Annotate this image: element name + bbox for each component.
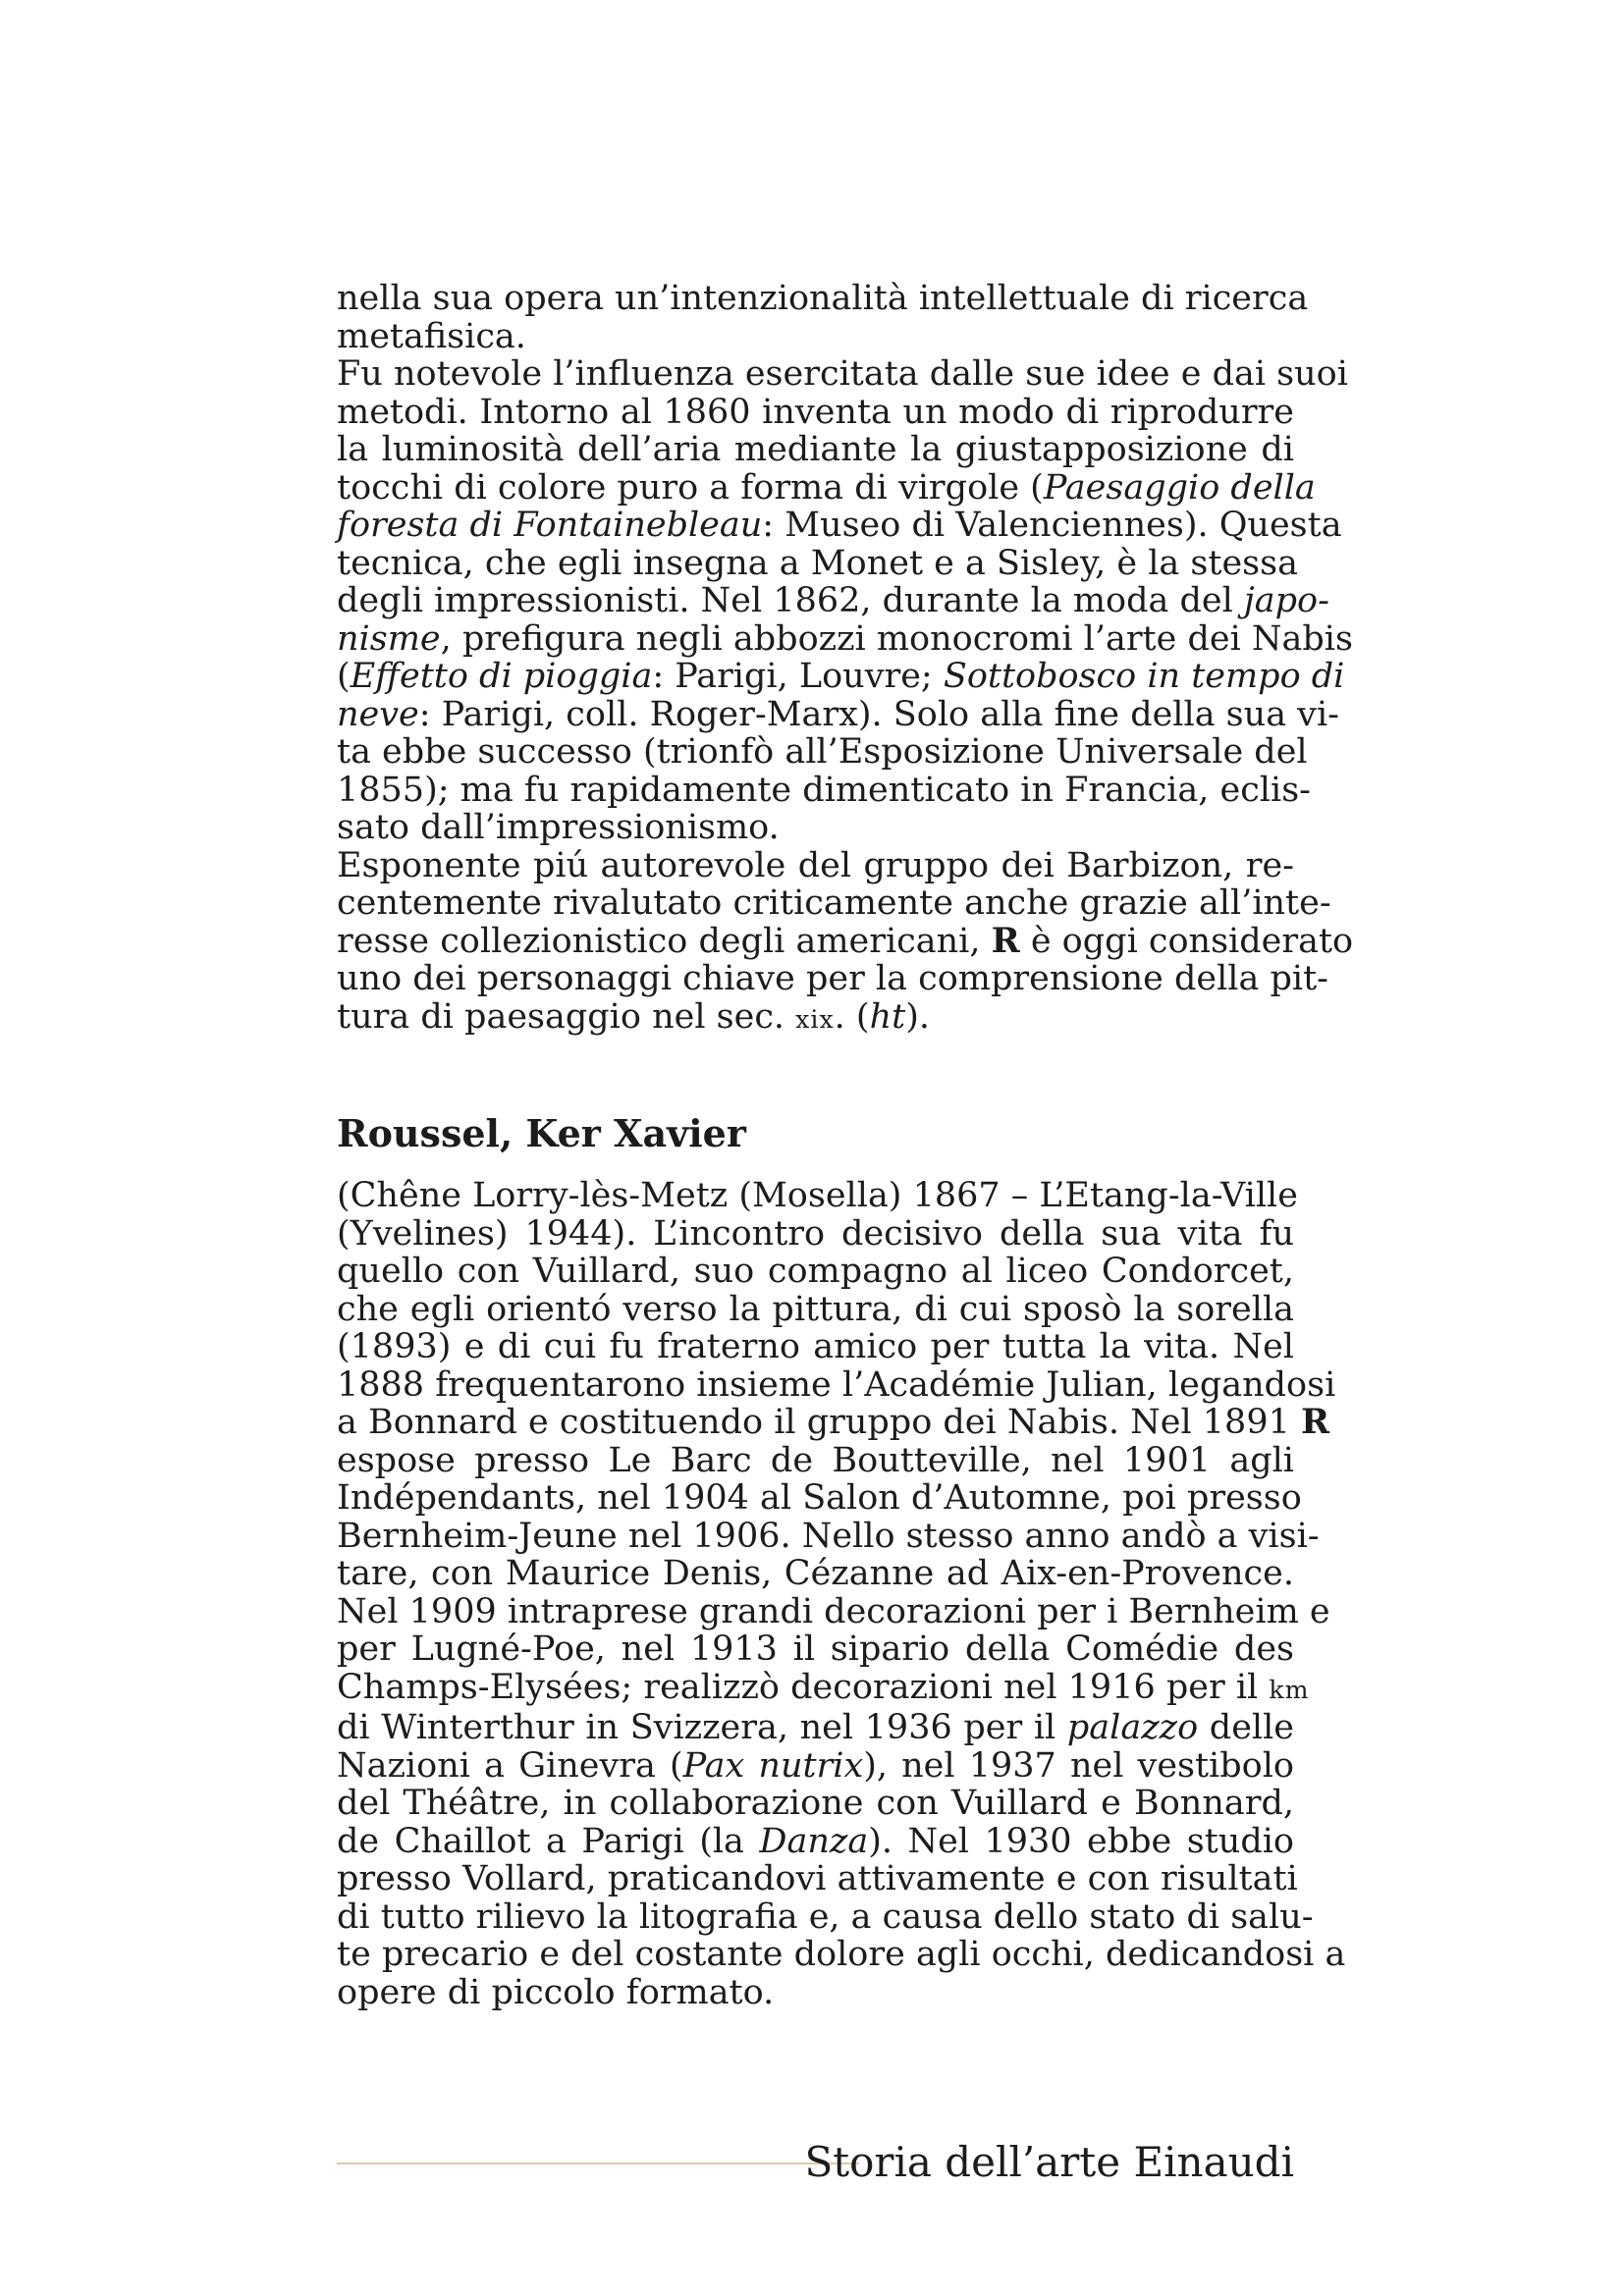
text-run: metodi. Intorno al 1860 inventa un modo di riprodurre xyxy=(337,392,1294,432)
text-line xyxy=(337,809,1294,847)
text-line xyxy=(337,1630,1294,1669)
text-line xyxy=(337,1328,1294,1366)
text-run: per Lugné-Poe, nel 1913 il sipario della Comédie des xyxy=(337,1629,1294,1669)
text-line xyxy=(337,1402,1330,1442)
text-run: Indépendants, nel 1904 al Salon d’Automne, poi presso xyxy=(337,1478,1302,1518)
text-run: tocchi di colore puro a forma di virgole ( xyxy=(337,467,1044,507)
text-run: de Chaillot a Parigi (la xyxy=(337,1821,760,1861)
text-line xyxy=(337,732,1308,772)
italic-text: Danza xyxy=(759,1821,869,1861)
text-run: : Parigi, Louvre; xyxy=(652,657,944,696)
text-line xyxy=(337,1442,1294,1480)
text-line xyxy=(337,770,1311,810)
text-line xyxy=(337,657,1345,696)
text-run: 1888 frequentarono insieme l’Académie Julian, legandosi xyxy=(337,1364,1336,1405)
text-run: Nel 1909 intraprese grandi decorazioni per i Bernheim e xyxy=(337,1591,1330,1631)
text-line xyxy=(337,1823,1294,1861)
text-run: degli impressionisti. Nel 1862, durante la moda del xyxy=(337,581,1244,620)
text-run: è oggi considerato xyxy=(1019,921,1354,961)
text-line xyxy=(337,1591,1330,1631)
footer-rule xyxy=(337,2163,859,2164)
italic-text: Paesaggio della xyxy=(1043,467,1316,507)
entry-heading: Roussel, Ker Xavier xyxy=(337,1111,746,1155)
text-run: . ( xyxy=(834,996,870,1037)
italic-text: ht xyxy=(869,996,906,1037)
text-line xyxy=(337,1253,1294,1291)
text-line xyxy=(337,543,1298,583)
text-run: presso Vollard, praticandovi attivamente e con risultati xyxy=(337,1859,1298,1898)
entry-body-text xyxy=(337,1176,1346,2012)
text-line xyxy=(337,1935,1346,1974)
text-line xyxy=(337,1667,1310,1710)
text-run: ta ebbe successo (trionfò all’Esposizione Universale del xyxy=(337,732,1308,772)
text-line xyxy=(337,354,1348,394)
text-line xyxy=(337,318,1294,356)
text-run: ). xyxy=(905,996,930,1037)
italic-text: Pax nutrix xyxy=(682,1745,864,1786)
text-run: ), nel 1937 nel vestibolo xyxy=(863,1745,1294,1786)
text-line xyxy=(337,1364,1336,1405)
text-run: 1855); ma fu rapidamente dimenticato in Francia, eclis- xyxy=(337,770,1311,810)
text-line xyxy=(337,394,1294,432)
text-line xyxy=(337,279,1309,318)
paragraph xyxy=(337,1176,1346,2012)
text-run: a Bonnard e costituendo il gruppo dei Nabis. Nel 1891 xyxy=(337,1403,1301,1442)
paragraph xyxy=(337,279,1309,356)
text-run: nella sua opera un’intenzionalità intellettuale di ricerca xyxy=(337,279,1309,318)
text-run: Bernheim-Jeune nel 1906. Nello stesso anno andò a visi- xyxy=(337,1516,1320,1556)
text-line xyxy=(337,1785,1294,1823)
footer-title: Storia dell’arte Einaudi xyxy=(804,2138,1294,2186)
text-run: ). Nel 1930 ebbe studio xyxy=(868,1821,1294,1861)
text-run: Esponente piú autorevole del gruppo dei Barbizon, re- xyxy=(337,845,1294,885)
text-line xyxy=(337,959,1328,998)
text-line xyxy=(337,581,1329,620)
previous-entry-text xyxy=(337,279,1354,1039)
italic-text: Effetto di pioggia xyxy=(350,657,653,696)
text-run: (Chêne Lorry-lès-Metz (Mosella) 1867 – L’Etang-la-Ville xyxy=(337,1176,1298,1215)
italic-text: japo- xyxy=(1243,581,1329,620)
text-run: Nazioni a Ginevra ( xyxy=(337,1745,683,1786)
text-run: Fu notevole l’influenza esercitata dalle sue idee e dai suoi xyxy=(337,354,1348,394)
text-line xyxy=(337,1709,1294,1747)
text-line xyxy=(337,883,1331,923)
text-run: tecnica, che egli insegna a Monet e a Sisley, è la stessa xyxy=(337,543,1298,583)
text-line xyxy=(337,1176,1298,1215)
text-run: quello con Vuillard, suo compagno al liceo Condorcet, xyxy=(337,1252,1294,1291)
italic-text: palazzo xyxy=(1066,1708,1199,1747)
text-run: delle xyxy=(1198,1708,1295,1747)
paragraph xyxy=(337,845,1354,1040)
small-caps-text: km xyxy=(1269,1675,1310,1704)
text-run: (Yvelines) 1944). L’incontro decisivo della sua vita fu xyxy=(337,1213,1294,1254)
text-run: espose presso Le Barc de Boutteville, nel 1901 agli xyxy=(337,1440,1294,1480)
italic-text: Sottobosco in tempo di xyxy=(943,657,1345,696)
text-run: la luminosità dell’aria mediante la giustapposizione di xyxy=(337,430,1294,469)
italic-text: foresta di Fontainebleau xyxy=(337,506,763,545)
text-line xyxy=(337,618,1353,659)
text-run: resse collezionistico degli americani, xyxy=(337,921,992,961)
text-run: : Museo di Valenciennes). Questa xyxy=(762,506,1342,545)
text-run: , prefigura negli abbozzi monocromi l’arte dei Nabis xyxy=(440,618,1353,659)
text-line xyxy=(337,1516,1320,1556)
text-line xyxy=(337,1478,1302,1518)
text-run: : Parigi, coll. Roger-Marx). Solo alla fine della sua vi- xyxy=(418,694,1339,734)
paragraph xyxy=(337,354,1353,847)
text-line xyxy=(337,998,1294,1040)
text-line xyxy=(337,847,1294,885)
text-run: tura di paesaggio nel sec. xyxy=(337,996,796,1037)
text-line xyxy=(337,1747,1294,1786)
text-line xyxy=(337,1215,1294,1254)
text-line xyxy=(337,506,1342,545)
text-line xyxy=(337,467,1316,507)
small-caps-text: xix xyxy=(795,1004,835,1034)
text-run: uno dei personaggi chiave per la comprensione della pit- xyxy=(337,959,1328,998)
text-run: del Théâtre, in collaborazione con Vuillard e Bonnard, xyxy=(337,1784,1294,1823)
text-line xyxy=(337,694,1339,734)
text-run: (1893) e di cui fu fraterno amico per tutta la vita. Nel xyxy=(337,1327,1294,1366)
text-line xyxy=(337,431,1294,469)
text-run: tare, con Maurice Denis, Cézanne ad Aix-en-Provence. xyxy=(337,1554,1294,1593)
text-run: Champs-Elysées; realizzò decorazioni nel 1916 per il xyxy=(337,1667,1270,1707)
text-line xyxy=(337,1555,1294,1593)
text-line xyxy=(337,920,1354,961)
italic-text: nisme xyxy=(337,618,441,659)
text-run: centemente rivalutato criticamente anche grazie all’inte- xyxy=(337,883,1331,923)
text-run: te precario e del costante dolore agli occhi, dedicandosi a xyxy=(337,1935,1346,1974)
text-line xyxy=(337,1291,1294,1329)
text-line xyxy=(337,1896,1314,1937)
text-run: sato dall’impressionismo. xyxy=(337,808,780,847)
text-run: di Winterthur in Svizzera, nel 1936 per il xyxy=(337,1708,1067,1747)
bold-abbreviation: R xyxy=(1300,1402,1330,1442)
text-run: ( xyxy=(337,657,351,696)
text-line xyxy=(337,1974,1294,2012)
text-run: metafisica. xyxy=(337,316,526,356)
bold-abbreviation: R xyxy=(991,920,1020,961)
text-run: opere di piccolo formato. xyxy=(337,1972,775,2012)
text-run: che egli orientó verso la pittura, di cui sposò la sorella xyxy=(337,1289,1294,1329)
italic-text: neve xyxy=(337,694,419,734)
text-line xyxy=(337,1859,1298,1898)
text-run: di tutto rilievo la litografia e, a causa dello stato di salu- xyxy=(337,1896,1314,1937)
